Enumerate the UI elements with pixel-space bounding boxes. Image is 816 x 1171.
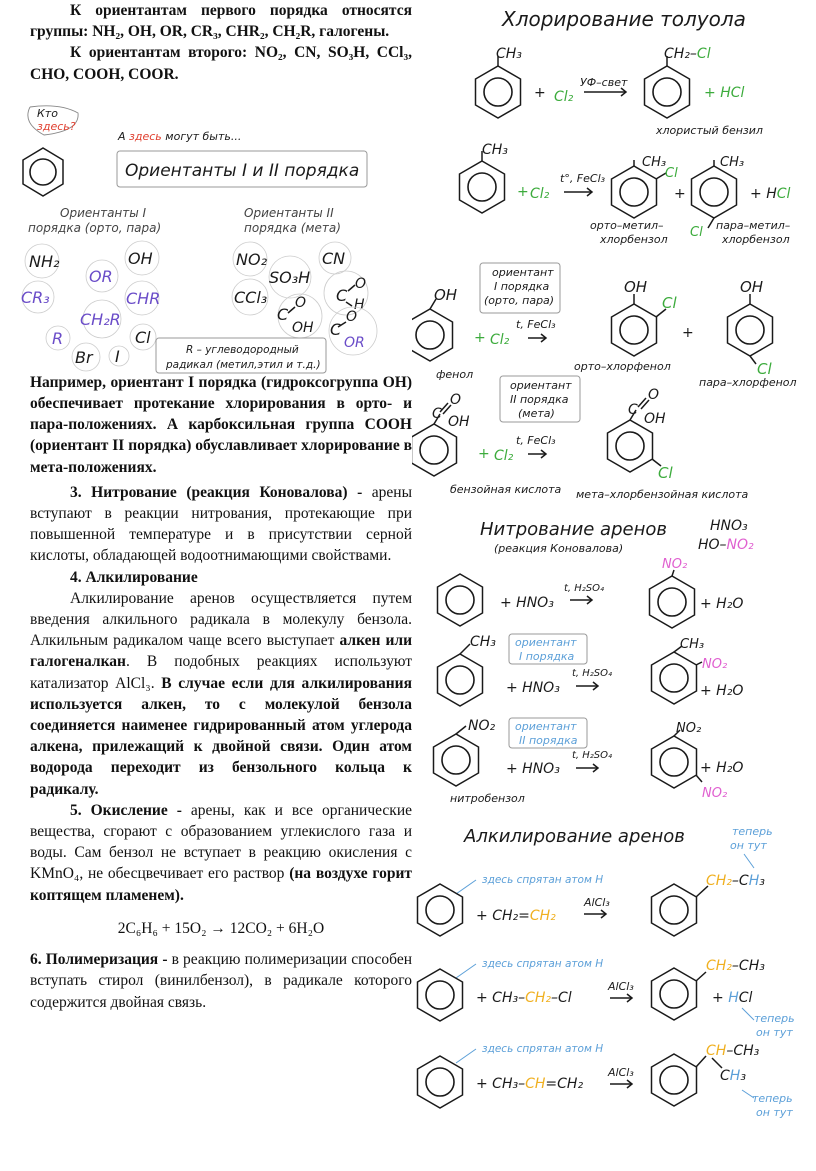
svg-text:I: I (115, 347, 120, 366)
alkylation-paragraph (30, 588, 412, 800)
alkylation-text-2: . В подобных реакциях используют катализатор AlCl₃. (30, 653, 412, 692)
ethylbenzene-product-2 (652, 968, 707, 1020)
ortho-ch3: CH₃ (642, 155, 667, 170)
isopropyl-ch3: CH₃ (720, 1068, 746, 1084)
svg-text:CN: CN (322, 249, 346, 268)
group-1-ortho-para (21, 241, 160, 371)
ortho-nitrotoluene (652, 646, 703, 704)
svg-text:NH₂: NH₂ (29, 252, 60, 271)
phenol-label: фенол (436, 368, 474, 381)
mcb-oh: OH (644, 411, 666, 427)
now-here-3b: он тут (756, 1106, 793, 1119)
h2o-product: + H₂O (700, 683, 744, 699)
toluene-ch3: CH₃ (496, 46, 522, 62)
ethyl-group-2: CH₂–CH₃ (706, 958, 765, 974)
ethyl-group: CH₂–CH₃ (706, 873, 765, 889)
benzoic-oh: OH (448, 414, 470, 430)
orientant-2-b: II порядка (510, 393, 569, 406)
orientants-diagram (0, 95, 412, 385)
orientant-2-a: ориентант (510, 379, 572, 392)
para-chlorphenol-label: пара–хлорфенол (699, 376, 797, 389)
benzyl-ch2-cl: CH₂–Cl (664, 46, 711, 62)
orientant-2-nitr-a: ориентант (515, 720, 577, 733)
orientant-1-b: I порядка (494, 280, 550, 293)
cl2-reagent-3: Cl₂ (490, 332, 510, 348)
now-here-3a: теперь (752, 1092, 793, 1105)
nitrobenzene-reactant (434, 726, 479, 786)
phenol-reactant (412, 299, 453, 361)
ortho-label-1: орто–метил– (590, 219, 664, 232)
dinitro-no2-2: NO₂ (702, 786, 728, 801)
para-methylchlorbenzene (692, 160, 737, 228)
ethylbenzene-product (652, 884, 709, 936)
orientant-1-c: (орто, пара) (484, 294, 555, 307)
nitration-heading: 3. Нитрование (реакция Коновалова) - (70, 483, 363, 501)
nitration-subtitle: (реакция Коновалова) (494, 542, 624, 555)
isopropyl-group: CH–CH₃ (706, 1043, 760, 1059)
svg-text:SO₃H: SO₃H (269, 268, 311, 287)
toluene-nitr (438, 644, 483, 706)
para-ch3: CH₃ (720, 155, 745, 170)
orientants-box-title: Ориентанты I и II порядка (125, 161, 360, 181)
reactions-column (412, 0, 816, 1171)
now-here-2a: теперь (754, 1012, 795, 1025)
propene-reagent: + CH₃–CH=CH₂ (476, 1076, 584, 1092)
oxidation-bold: (на воздухе горит коптящем пламенем). (30, 865, 412, 904)
plus-sign: + (478, 446, 490, 462)
oxidation-text: арены, как и все органические вещества, сгорают с образованием углекислого газа и воды. Сам бензол не вступает в реакцию окисления с KMnO₄, не обесцвечивает его раствор (30, 801, 412, 883)
now-here-1b: он тут (730, 839, 767, 852)
mcb-o: O (648, 387, 660, 403)
svg-text:CHR: CHR (126, 289, 161, 308)
cl2-reagent: Cl₂ (554, 89, 574, 105)
cl2-reagent-2: Cl₂ (530, 186, 550, 202)
fecl3-condition-3: t, FeCl₃ (516, 434, 556, 447)
polymerization-paragraph (30, 949, 412, 1013)
ortho-label-2: хлорбензол (600, 233, 668, 246)
benzyl-chloride-product (645, 56, 690, 118)
plus-sign: + (674, 186, 686, 202)
who-label: Кто (37, 107, 58, 120)
cl2-reagent-4: Cl₂ (494, 448, 514, 464)
could-be-text: А здесь могут быть... (118, 130, 242, 143)
oxidation-heading: 5. Окисление - (70, 801, 182, 819)
svg-text:C: C (330, 320, 342, 339)
hcl-byproduct: + HCl (712, 990, 753, 1006)
col1-title-a: Ориентанты I (60, 206, 147, 220)
plus-sign: + (534, 85, 546, 101)
nitrobenzene-label: нитробензол (450, 792, 525, 805)
alcl3-condition: AlCl₃ (608, 1066, 634, 1079)
toluene-2-ch3: CH₃ (482, 142, 508, 158)
nitration-title: Нитрование аренов (480, 519, 667, 540)
para-chlorphenol (728, 294, 773, 364)
alkylation-heading: 4. Алкилирование (70, 568, 198, 586)
plus-sign: + (474, 330, 486, 346)
h2o-product: + H₂O (700, 596, 744, 612)
hidden-h-note-2: здесь спрятан атом H (482, 958, 604, 970)
benzene-alk-1 (418, 884, 463, 936)
mcb-label: мета–хлорбензойная кислота (576, 488, 749, 501)
plus-hno3: + HNO₃ (506, 761, 560, 777)
nitration-paragraph (30, 482, 412, 567)
fecl3-condition-2: t, FeCl₃ (516, 318, 556, 331)
plus-hno3: + HNO₃ (506, 680, 560, 696)
nitrobenzene-no2: NO₂ (468, 718, 496, 734)
ethylene-reagent: + CH₂=CH₂ (476, 908, 556, 924)
h2o-product: + H₂O (700, 760, 744, 776)
radical-note-2: радикал (метил,этил и т.д.) (166, 359, 321, 371)
fecl3-condition: t°, FeCl₃ (560, 172, 606, 185)
svg-text:H: H (354, 297, 365, 313)
chlor-title: Хлорирование толуола (502, 7, 746, 31)
para-cl: Cl (690, 225, 703, 240)
svg-text:NO₂: NO₂ (236, 250, 267, 269)
meta-dinitrobenzene (652, 730, 703, 788)
radical-note-1: R – углеводородный (186, 344, 299, 356)
benzene-alk-3 (418, 1056, 463, 1108)
ortho-nitrotoluene-ch3: CH₃ (680, 637, 705, 652)
benzyl-chloride-label: хлористый бензил (656, 124, 763, 137)
polymerization-text: в реакцию полимеризации способен вступать стирол (винилбензол), в радикале которого содержится двойная связь. (30, 951, 412, 1011)
phenol-oh: OH (434, 286, 458, 304)
alkylation-bold-2: В случае если для алкилирования используется алкен, то с молекулой бензола соединяется наименее гидрированный атом углерода алкена, прилежащий к двойной связи. Один атом водорода переходит из бензольного кольца к радикалу. (30, 674, 412, 798)
nitrobenzene-product (650, 570, 695, 628)
alkylation-text-1: Алкилирование аренов осуществляется путем введения алкильного радикала в молекулу бензола. Алкильным радикалом чаще всего выступает (30, 589, 412, 650)
svg-text:O: O (346, 309, 358, 325)
benzene-nitr-1 (438, 574, 483, 626)
ortho-chlorphenol-cl: Cl (662, 294, 677, 312)
mcb-cl: Cl (658, 464, 673, 482)
col2-title-a: Ориентанты II (244, 206, 334, 220)
plus-hno3: + HNO₃ (500, 595, 554, 611)
alkylation-title: Алкилирование аренов (464, 826, 685, 847)
svg-text:CH₂R: CH₂R (80, 310, 121, 329)
para-chlorphenol-oh: OH (740, 278, 764, 296)
mcb-c: C (628, 402, 638, 418)
alcl3-condition: AlCl₃ (584, 896, 610, 909)
svg-text:CCl₃: CCl₃ (234, 288, 268, 307)
plus-sign: + (682, 325, 694, 341)
hidden-h-note-1: здесь спрятан атом H (482, 874, 604, 886)
para-label-1: пара–метил– (716, 219, 791, 232)
oxidation-paragraph (30, 800, 412, 906)
h2so4-condition: t, H₂SO₄ (572, 668, 613, 679)
toluene-nitr-ch3: CH₃ (470, 634, 496, 650)
polymerization-heading: 6. Полимеризация - (30, 951, 168, 969)
plus-sign: + (517, 184, 529, 200)
benzene-alk-2 (418, 969, 463, 1021)
svg-text:CR₃: CR₃ (21, 288, 50, 307)
svg-text:OR: OR (344, 335, 365, 351)
ortho-nitrotoluene-no2: NO₂ (702, 657, 728, 672)
orientant-1-a: ориентант (492, 266, 554, 279)
hno3-formula: HNO₃ (710, 518, 748, 534)
ortho-cl: Cl (665, 166, 678, 181)
svg-text:OR: OR (89, 267, 113, 286)
svg-text:OH: OH (128, 249, 153, 268)
h2so4-condition: t, H₂SO₄ (564, 583, 605, 594)
alcl3-condition: AlCl₃ (608, 980, 634, 993)
ortho-chlorphenol-oh: OH (624, 278, 648, 296)
now-here-1a: теперь (732, 825, 773, 838)
toluene-reactant-2 (460, 151, 505, 213)
svg-text:OH: OH (292, 320, 314, 336)
no2-group: NO₂ (662, 557, 688, 572)
orientant-1-nitr-b: I порядка (519, 650, 575, 663)
benzoic-c: C (432, 406, 442, 422)
h2so4-condition: t, H₂SO₄ (572, 750, 613, 761)
orientant-1-nitr-a: ориентант (515, 636, 577, 649)
combustion-equation: 2C₆H₆ + 15O₂ → 12CO₂ + 6H₂O (117, 919, 325, 937)
col1-title-b: порядка (орто, пара) (28, 221, 162, 235)
alkylation-bold-1: алкен или галогеналкан (30, 632, 413, 671)
now-here-2b: он тут (756, 1026, 793, 1039)
orientant-2-c: (мета) (518, 407, 555, 420)
ortho-chlorphenol (612, 294, 667, 356)
svg-text:Cl: Cl (135, 328, 151, 347)
here-label: здесь? (37, 120, 76, 133)
dinitro-no2-1: NO₂ (676, 721, 702, 736)
chloroethane-reagent: + CH₃–CH₂–Cl (476, 990, 572, 1006)
toluene-reactant (476, 56, 521, 118)
orientants-1-text: К ориентантам первого порядка относятся группы: NH₂, OH, OR, CR₃, CHR₂, CH₂R, галогены. (30, 2, 412, 41)
nitration-text: арены вступают в реакции нитрования, протекающие при повышенной температуре и в присутствии серной кислоты, обладающей водоотнимающими свойствами. (30, 483, 412, 565)
para-label-2: хлорбензол (722, 233, 790, 246)
cumene-product (652, 1054, 723, 1106)
svg-text:C: C (336, 286, 348, 305)
svg-text:C: C (277, 305, 289, 324)
ortho-chlorphenol-label: орто–хлорфенол (574, 360, 671, 373)
example-paragraph: Например, ориентант I порядка (гидроксогруппа OH) обеспечивает протекание хлорирования в орто- и пара-положениях. А карбоксильная группа COOH (ориентант II порядка) обуславливает хлорирование в мета-положениях. (30, 373, 412, 476)
svg-text:O: O (295, 295, 307, 311)
orientant-2-nitr-b: II порядка (519, 734, 578, 747)
col2-title-b: порядка (мета) (244, 221, 341, 235)
benzoic-label: бензойная кислота (450, 483, 562, 496)
para-chlorphenol-cl: Cl (757, 360, 772, 378)
svg-text:Br: Br (75, 348, 93, 367)
uv-condition: УФ–свет (580, 76, 628, 89)
orientants-2-text: К ориентантам второго: NO₂, CN, SO₃H, CCl₃, CHO, COOH, COOR. (30, 44, 412, 83)
svg-text:O: O (355, 276, 367, 292)
hcl-product-2: + HCl (750, 186, 791, 202)
benzoic-o: O (450, 392, 462, 408)
hcl-product: + HCl (704, 85, 745, 101)
svg-text:R: R (52, 329, 64, 348)
benzene-ring-who (23, 148, 63, 196)
hidden-h-note-3: здесь спрятан атом H (482, 1043, 604, 1055)
hono2-formula: HO–NO₂ (698, 537, 754, 553)
